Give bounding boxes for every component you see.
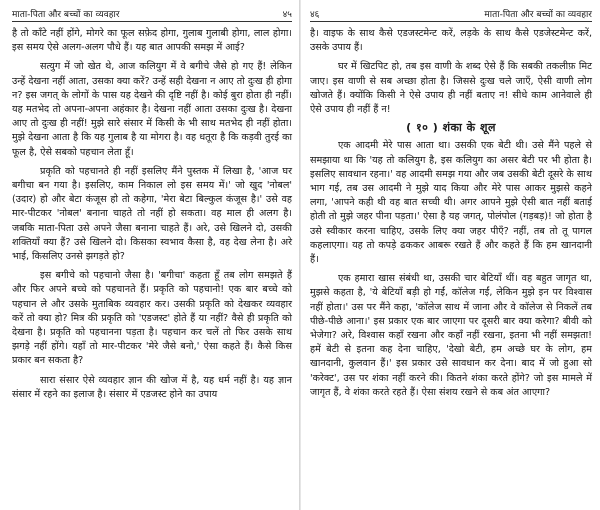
left-paragraph-3: प्रकृति को पहचानते ही नहीं इसलिए मैंने पुस्तक में लिखा है, 'आज घर बगीचा बन गया है। इसलिए, काम निकाल लो इस समय में।' जो खुद 'नोबल' (उदार) हो और बेटा कंजूस हो तो कहेगा, 'मेरा बेटा बिल्कुल कंजूस है।' उसे वह मार-पीटकर 'नोबल' बनाना चाहते तो नहीं हो सकता। वह माल ही अलग है। जबकि माता-पिता उसे अपने जैसा बनाना चाहते हैं। अरे, उसे खिलने दो, उसकी शक्तियाँ क्या हैं? उसे खिलने दो। किसका स्वभाव कैसा है, वह देख लेना है। अरे भाई, किसलिए उनसे झगड़ते हो? [12, 165, 292, 263]
right-paragraph-2: घर में खिटपिट हो, तब इस वाणी के शब्द ऐसे हैं कि सबकी तकलीफ़ मिट जाए। इस वाणी से सब अच्छा होता है। जिससे दुःख चले जाएँ, ऐसी वाणी लोग खोजते हैं। क्योंकि किसी ने ऐसे उपाय ही नहीं बताए न! सीधे काम आनेवाले ही ऐसे उपाय ही नहीं हैं न! [310, 61, 592, 116]
left-page-body [12, 27, 292, 402]
left-page-header [12, 6, 292, 22]
right-page [300, 0, 600, 510]
right-header-title: माता-पिता और बच्चों का व्यवहार [484, 10, 592, 20]
right-page-body [310, 27, 592, 400]
section-paragraph-2: एक हमारा खास संबंधी था, उसकी चार बेटियाँ थीं। वह बहुत जागृत था, मुझसे कहता है, 'ये बेटियाँ बड़ी हो गईं, कॉलेज गईं, लेकिन मुझे इन पर विश्वास नहीं होता।' उस पर मैंने कहा, 'कॉलेज साथ में जाना और वे कॉलेज से निकलें तब पीछे-पीछे आना।' इस प्रकार एक बार जाएगा पर दूसरी बार क्या करेगा? बीवी को भेजेगा? अरे, विश्वास कहाँ रखना और कहाँ नहीं रखना, इतना भी नहीं समझता! हमें बेटी से इतना कह देना चाहिए, 'देखो बेटी, हम अच्छे घर के लोग, हम खानदानी, कुलवान हैं।' इस प्रकार उसे सावधान कर देना। बाद में जो हुआ सो 'करेक्ट', उस पर शंका नहीं करने की। कितने शंका करते होंगे? जो इस मामले में जागृत हैं, वे शंका करते रहते हैं। ऐसा संशय रखने से कब अंत आएगा? [310, 273, 592, 398]
left-paragraph-5: सारा संसार ऐसे व्यवहार ज्ञान की खोज में है, यह धर्म नहीं है। यह ज्ञान संसार में रहने का इलाज है। संसार में एडजस्ट होने का उपाय [12, 374, 292, 400]
left-paragraph-1: है तो काँटे नहीं होंगे, मोगरे का फूल सफ़ेद होगा, गुलाब गुलाबी होगा, लाल होगा। इस समय ऐसे अलग-अलग पौधे हैं। यह बात आपकी समझ में आई? [12, 28, 292, 54]
left-header-title: माता-पिता और बच्चों का व्यवहार [12, 10, 120, 20]
left-page-number: ४५ [282, 10, 292, 20]
right-page-header [310, 6, 592, 22]
right-paragraph-1: है। वाइफ के साथ कैसे एडजस्टमेन्ट करें, लड़के के साथ कैसे एडजेस्टमेन्ट करें, उसके उपाय हैं। [310, 28, 592, 54]
right-page-number: ४६ [310, 10, 320, 20]
left-paragraph-4: इस बगीचे को पहचानो जैसा है। 'बगीचा' कहता हूँ तब लोग समझते हैं और फिर अपने बच्चे को पहचानते हैं। प्रकृति को पहचानो! एक बार बच्चे को पहचान ले और उसके मुताबिक व्यवहार कर। उसकी प्रकृति को देखकर व्यवहार करें तो क्या हो? मित्र की प्रकृति को 'एडजस्ट' होते हैं या नहीं? वैसे ही प्रकृति को देखना है। प्रकृति को पहचानना पड़ता है। पहचान कर चलें तो फिर उसके साथ झगड़े नहीं होंगे। यहाँ तो मार-पीटकर 'मेरे जैसे बनो,' ऐसा कहते हैं। कैसे किस प्रकार बन सकता है? [12, 270, 292, 367]
left-paragraph-2: सत्युग में जो खेत थे, आज कलियुग में वे बगीचे जैसे हो गए हैं! लेकिन उन्हें देखना नहीं आता, उसका क्या करें? उन्हें सही देखना न आए तो दुःख ही होगा न? इस जगत् के लोगों के पास यह देखने की दृष्टि नहीं है। कोई बुरा होता ही नहीं। यह मतभेद तो अपना-अपना अहंकार है। देखना नहीं आता उसका दुःख है। देखना आए तो दुःख ही नहीं! मुझे सारे संसार में किसी के भी साथ मतभेद ही नहीं होता। मुझे देखना आता है कि यह गुलाब है या मोगरा है। वह धतूरा है कि कड़वी तुरई का फूल है, ऐसे सबको पहचान लेता हूँ। [12, 61, 292, 158]
section-heading: ( १० ) शंका के शूल [406, 121, 496, 135]
section-paragraph-1: एक आदमी मेरे पास आता था। उसकी एक बेटी थी। उसे मैंने पहले से समझाया था कि 'यह तो कलियुग है, इस कलियुग का असर बेटी पर भी होता है। इसलिए सावधान रहना।' वह आदमी समझ गया और जब उसकी बेटी दूसरे के साथ भाग गई, तब उस आदमी ने मुझे याद किया और मेरे पास आकर मुझसे कहने लगा, 'आपने कही थी वह बात सच्ची थी। अगर आपने मुझे ऐसी बात नहीं बताई होती तो मुझे जहर पीना पड़ता।' ऐसा है यह जगत्, पोलंपोल (गड़बड़)! जो होता है उसे स्वीकार करना चाहिए, उसके लिए क्या जहर पीएँ? नहीं, तब तो तू पागल कहलाएगा। यह तो कपड़े ढककर आबरू रखते हैं और कहते हैं कि हम खानदानी हैं। [310, 140, 592, 266]
